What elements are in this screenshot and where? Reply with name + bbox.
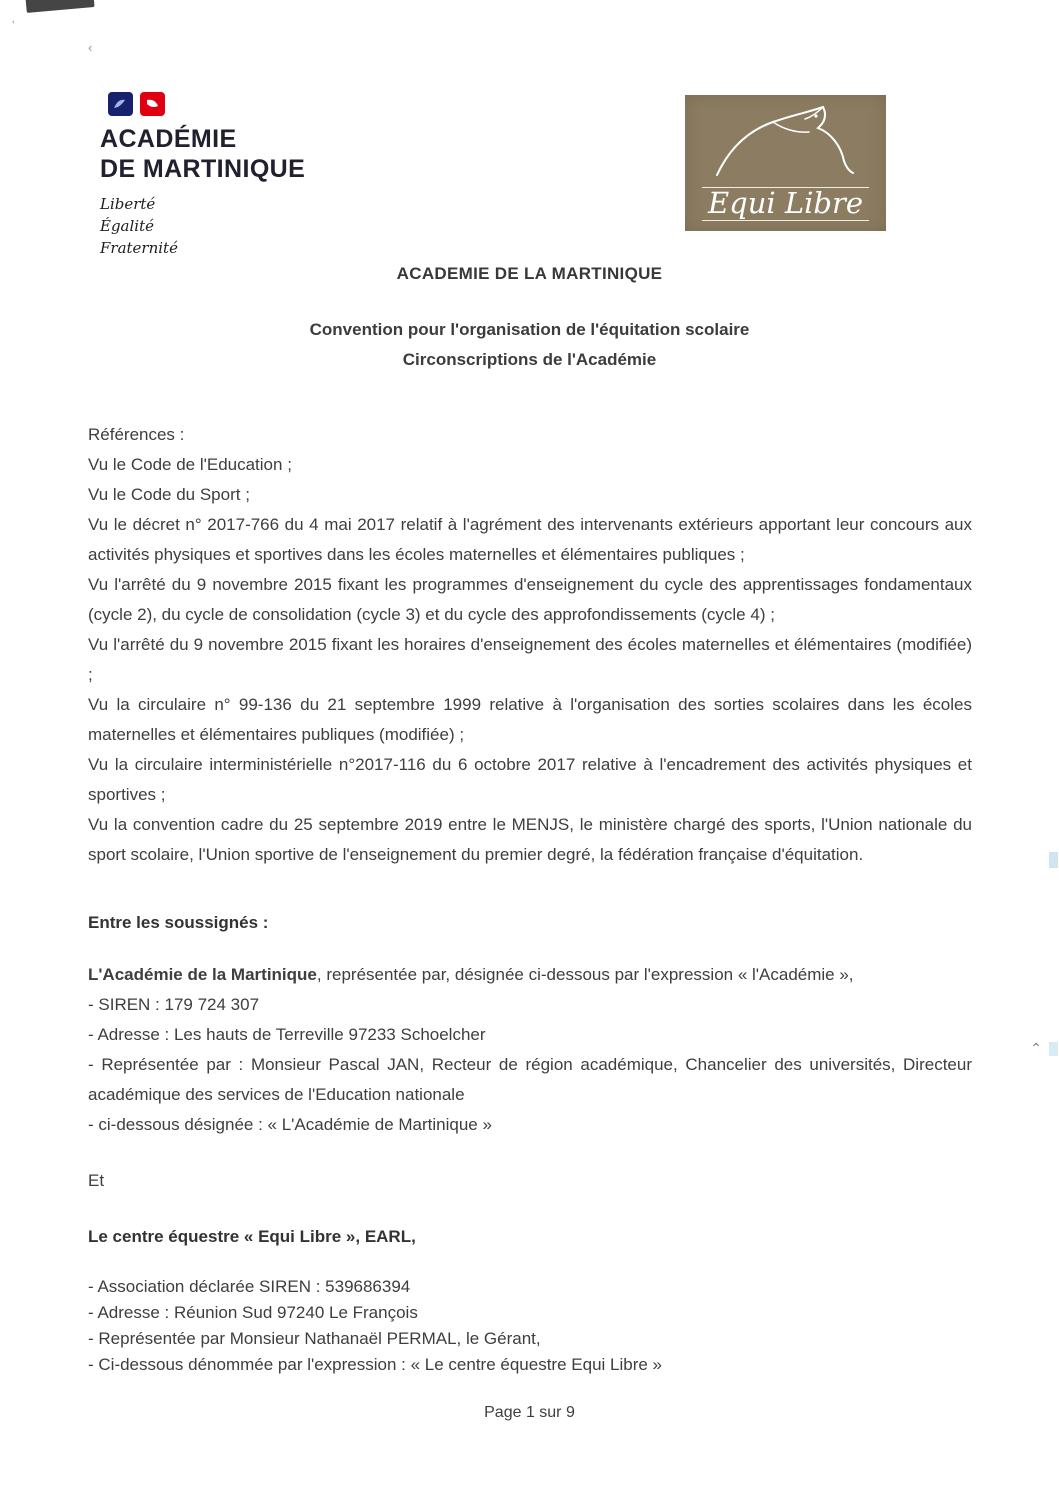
document-subtitle-1: Convention pour l'organisation de l'équitation scolaire [309, 320, 750, 339]
motto-fraternite: Fraternité [100, 239, 178, 257]
centre-heading: Le centre équestre « Equi Libre », EARL, [88, 1227, 416, 1246]
document-body [88, 420, 972, 1378]
french-flag-icons [108, 92, 360, 116]
scan-artifact-caret: ⌃ [1030, 1040, 1042, 1056]
republic-motto [100, 193, 360, 259]
academy-wordmark-line2: DE MARTINIQUE [100, 155, 306, 183]
reference-item: Vu la circulaire interministérielle n°2017-116 du 6 octobre 2017 relative à l'encadrement des activités physiques et sportives ; [88, 755, 972, 804]
reference-item: Vu l'arrêté du 9 novembre 2015 fixant les programmes d'enseignement du cycle des apprentissages fondamentaux (cycle 2), du cycle de consolidation (cycle 3) et du cycle des approfondissements (cycle 4) ; [88, 575, 972, 624]
academy-detail-siren: - SIREN : 179 724 307 [88, 995, 260, 1014]
centre-detail-representant: - Représentée par Monsieur Nathanaël PERMAL, le Gérant, [88, 1329, 541, 1348]
equi-libre-logo [685, 95, 886, 231]
academy-detail-representant: - Représentée par : Monsieur Pascal JAN, Recteur de région académique, Chancelier des universités, Directeur académique des services de l'Education nationale [88, 1055, 972, 1104]
scan-artifact-mark: ‹ [88, 40, 93, 55]
connector-et: Et [88, 1171, 105, 1190]
academy-detail-adresse: - Adresse : Les hauts de Terreville 97233 Schoelcher [88, 1025, 486, 1044]
academy-wordmark-line1: ACADÉMIE [100, 125, 237, 153]
flag-red-icon [140, 92, 165, 116]
reference-item: Vu le Code du Sport ; [88, 485, 250, 504]
motto-egalite: Égalité [100, 217, 154, 235]
academy-name: L'Académie de la Martinique [88, 965, 317, 984]
reference-item: Vu la convention cadre du 25 septembre 2019 entre le MENJS, le ministère chargé des sports, l'Union nationale du sport scolaire, l'Union sportive de l'enseignement du premier degré, la fédération française d'équitation. [88, 815, 972, 864]
reference-item: Vu le Code de l'Education ; [88, 455, 292, 474]
document-subtitle-2: Circonscriptions de l'Académie [402, 350, 657, 369]
document-title: ACADEMIE DE LA MARTINIQUE [396, 264, 663, 283]
reference-item: Vu la circulaire n° 99-136 du 21 septembre 1999 relative à l'organisation des sorties scolaires dans les écoles maternelles et élémentaires publiques (modifiée) ; [88, 695, 972, 744]
scan-artifact-mark: ‘ [12, 18, 15, 32]
scan-artifact-edge [1049, 852, 1058, 868]
scan-artifact-smudge [25, 0, 94, 13]
reference-item: Vu l'arrêté du 9 novembre 2015 fixant les horaires d'enseignement des écoles maternelles et élémentaires (modifiée) ; [88, 635, 972, 684]
centre-detail-denomination: - Ci-dessous dénommée par l'expression : « Le centre équestre Equi Libre » [88, 1355, 662, 1374]
page-number: Page 1 sur 9 [484, 1404, 575, 1421]
academy-detail-designation: - ci-dessous désignée : « L'Académie de Martinique » [88, 1115, 492, 1134]
motto-liberte: Liberté [100, 195, 156, 213]
reference-item: Vu le décret n° 2017-766 du 4 mai 2017 relatif à l'agrément des intervenants extérieurs apportant leur concours aux activités physiques et sportives dans les écoles maternelles et élémentaires publiques ; [88, 515, 972, 564]
centre-detail-siren: - Association déclarée SIREN : 539686394 [88, 1277, 411, 1296]
flag-blue-icon [108, 92, 133, 116]
references-heading: Références : [88, 425, 185, 444]
academie-martinique-logo [100, 92, 360, 259]
academy-intro [88, 960, 972, 990]
equi-libre-logo-name: Equi Libre [702, 187, 869, 221]
parties-heading: Entre les soussignés : [88, 913, 269, 932]
scan-artifact-edge [1049, 1042, 1058, 1056]
academy-intro-rest: , représentée par, désignée ci-dessous par l'expression « l'Académie », [316, 965, 854, 984]
centre-detail-adresse: - Adresse : Réunion Sud 97240 Le François [88, 1303, 418, 1322]
horse-icon [699, 101, 871, 179]
